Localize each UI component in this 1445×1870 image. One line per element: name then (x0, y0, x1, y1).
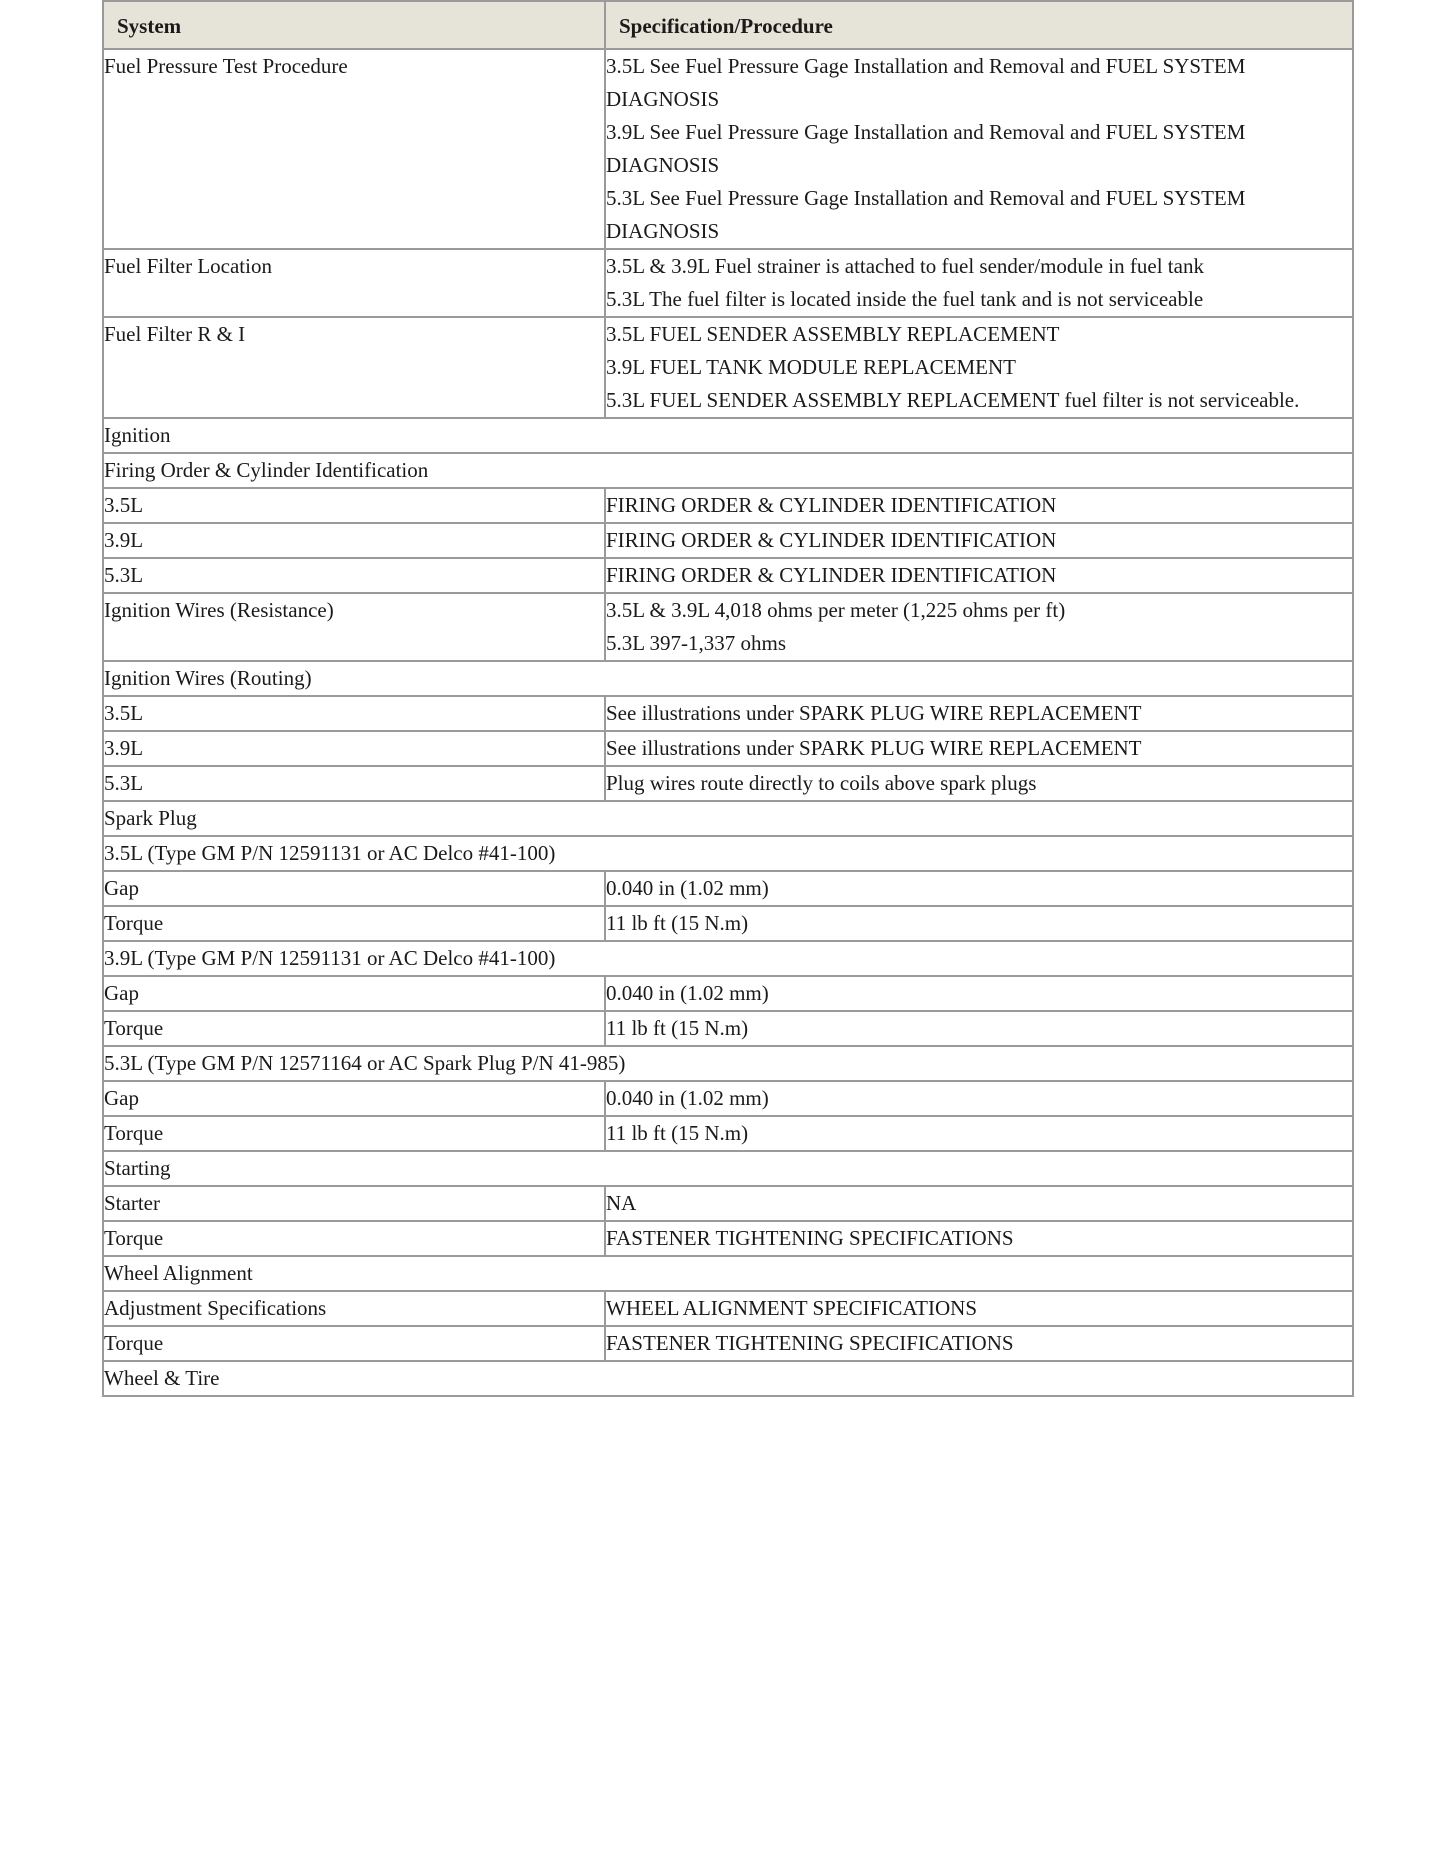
spec-line: 3.5L FUEL SENDER ASSEMBLY REPLACEMENT (606, 322, 1060, 346)
spec-line: 5.3L 397-1,337 ohms (606, 631, 787, 655)
spec-cell (605, 317, 1353, 418)
table-row (103, 766, 1353, 801)
spec-line: 11 lb ft (15 N.m) (606, 1121, 749, 1145)
system-cell: Fuel Filter R & I (103, 317, 605, 418)
section-row (103, 1256, 1353, 1291)
spec-cell (605, 558, 1353, 593)
table-row (103, 49, 1353, 249)
table-row (103, 1081, 1353, 1116)
table-row (103, 1221, 1353, 1256)
section-heading: Wheel & Tire (103, 1361, 1353, 1396)
section-row (103, 1151, 1353, 1186)
table-row (103, 976, 1353, 1011)
table-row (103, 1186, 1353, 1221)
spec-line: 3.9L FUEL TANK MODULE REPLACEMENT (606, 355, 1016, 379)
table-row (103, 558, 1353, 593)
section-heading: Wheel Alignment (103, 1256, 1353, 1291)
system-cell: Torque (103, 1011, 605, 1046)
spec-cell (605, 1291, 1353, 1326)
table-row (103, 523, 1353, 558)
spec-cell (605, 696, 1353, 731)
spec-cell (605, 593, 1353, 661)
spec-cell (605, 1221, 1353, 1256)
table-row (103, 1291, 1353, 1326)
section-row (103, 941, 1353, 976)
spec-cell (605, 766, 1353, 801)
spec-line: 5.3L FUEL SENDER ASSEMBLY REPLACEMENT fuel filter is not serviceable. (606, 388, 1300, 412)
spec-table (102, 0, 1354, 1397)
table-row (103, 871, 1353, 906)
spec-cell (605, 1116, 1353, 1151)
spec-cell (605, 249, 1353, 317)
spec-column-header: Specification/Procedure (605, 1, 1353, 49)
spec-line: NA (606, 1191, 637, 1215)
table-row (103, 731, 1353, 766)
spec-line: 11 lb ft (15 N.m) (606, 911, 749, 935)
spec-cell (605, 871, 1353, 906)
spec-cell (605, 906, 1353, 941)
spec-line: 0.040 in (1.02 mm) (606, 981, 769, 1005)
section-heading: Ignition Wires (Routing) (103, 661, 1353, 696)
table-row (103, 593, 1353, 661)
spec-table-body (103, 49, 1353, 1396)
system-cell: Fuel Pressure Test Procedure (103, 49, 605, 249)
table-row (103, 906, 1353, 941)
system-cell: Torque (103, 906, 605, 941)
spec-cell (605, 1326, 1353, 1361)
system-cell: Torque (103, 1116, 605, 1151)
spec-cell (605, 49, 1353, 249)
spec-line: 5.3L The fuel filter is located inside the fuel tank and is not serviceable (606, 287, 1204, 311)
system-cell: Adjustment Specifications (103, 1291, 605, 1326)
system-cell: 5.3L (103, 558, 605, 593)
spec-line: FIRING ORDER & CYLINDER IDENTIFICATION (606, 493, 1057, 517)
system-column-header: System (103, 1, 605, 49)
system-cell: Gap (103, 1081, 605, 1116)
system-cell: Torque (103, 1221, 605, 1256)
spec-cell (605, 731, 1353, 766)
system-cell: 3.5L (103, 696, 605, 731)
spec-line: 3.9L See Fuel Pressure Gage Installation and Removal and FUEL SYSTEM DIAGNOSIS (606, 120, 1246, 177)
spec-line: 11 lb ft (15 N.m) (606, 1016, 749, 1040)
system-cell: 3.5L (103, 488, 605, 523)
spec-line: FASTENER TIGHTENING SPECIFICATIONS (606, 1331, 1014, 1355)
system-cell: Starter (103, 1186, 605, 1221)
system-cell: Torque (103, 1326, 605, 1361)
spec-cell (605, 1186, 1353, 1221)
system-cell: 3.9L (103, 523, 605, 558)
spec-cell (605, 488, 1353, 523)
spec-line: FIRING ORDER & CYLINDER IDENTIFICATION (606, 528, 1057, 552)
spec-line: 0.040 in (1.02 mm) (606, 876, 769, 900)
system-cell: 5.3L (103, 766, 605, 801)
system-cell: 3.9L (103, 731, 605, 766)
section-row (103, 1361, 1353, 1396)
spec-line: 5.3L See Fuel Pressure Gage Installation and Removal and FUEL SYSTEM DIAGNOSIS (606, 186, 1246, 243)
section-heading: 3.5L (Type GM P/N 12591131 or AC Delco #41-100) (103, 836, 1353, 871)
spec-line: FIRING ORDER & CYLINDER IDENTIFICATION (606, 563, 1057, 587)
table-row (103, 696, 1353, 731)
section-row (103, 1046, 1353, 1081)
section-heading: Ignition (103, 418, 1353, 453)
system-cell: Gap (103, 871, 605, 906)
spec-line: FASTENER TIGHTENING SPECIFICATIONS (606, 1226, 1014, 1250)
spec-line: WHEEL ALIGNMENT SPECIFICATIONS (606, 1296, 977, 1320)
section-heading: Spark Plug (103, 801, 1353, 836)
table-row (103, 1011, 1353, 1046)
table-row (103, 249, 1353, 317)
section-heading: Firing Order & Cylinder Identification (103, 453, 1353, 488)
spec-cell (605, 1081, 1353, 1116)
section-row (103, 453, 1353, 488)
spec-line: 3.5L & 3.9L 4,018 ohms per meter (1,225 ohms per ft) (606, 598, 1066, 622)
spec-cell (605, 1011, 1353, 1046)
spec-line: 3.5L & 3.9L Fuel strainer is attached to fuel sender/module in fuel tank (606, 254, 1204, 278)
spec-line: 0.040 in (1.02 mm) (606, 1086, 769, 1110)
spec-cell (605, 976, 1353, 1011)
header-row (103, 1, 1353, 49)
system-cell: Gap (103, 976, 605, 1011)
system-cell: Fuel Filter Location (103, 249, 605, 317)
spec-line: 3.5L See Fuel Pressure Gage Installation and Removal and FUEL SYSTEM DIAGNOSIS (606, 54, 1246, 111)
spec-cell (605, 523, 1353, 558)
section-row (103, 418, 1353, 453)
section-heading: 3.9L (Type GM P/N 12591131 or AC Delco #41-100) (103, 941, 1353, 976)
table-row (103, 1116, 1353, 1151)
section-row (103, 661, 1353, 696)
spec-line: See illustrations under SPARK PLUG WIRE REPLACEMENT (606, 736, 1142, 760)
table-row (103, 317, 1353, 418)
spec-line: Plug wires route directly to coils above spark plugs (606, 771, 1037, 795)
table-row (103, 488, 1353, 523)
section-heading: Starting (103, 1151, 1353, 1186)
spec-line: See illustrations under SPARK PLUG WIRE REPLACEMENT (606, 701, 1142, 725)
system-cell: Ignition Wires (Resistance) (103, 593, 605, 661)
section-heading: 5.3L (Type GM P/N 12571164 or AC Spark Plug P/N 41-985) (103, 1046, 1353, 1081)
section-row (103, 836, 1353, 871)
table-row (103, 1326, 1353, 1361)
section-row (103, 801, 1353, 836)
